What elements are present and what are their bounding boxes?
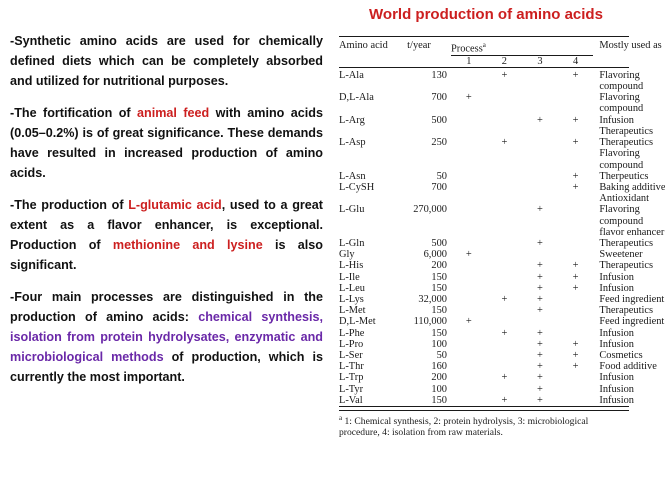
cell-process-2 — [487, 148, 523, 159]
cell-process-3: + — [537, 204, 543, 216]
table-row — [339, 272, 629, 283]
cell-process-4 — [558, 193, 594, 204]
cell-process-4: + — [572, 260, 579, 272]
cell-process-1 — [451, 361, 487, 372]
cell-process-1 — [451, 272, 487, 283]
table-row — [339, 328, 629, 339]
text-fragment: with amino acids (0.05–0.2%) is of great significance. These demands have resulted in increased production of amino acids. — [10, 106, 324, 180]
table-row — [339, 126, 629, 137]
cell-used-as: Baking additive — [599, 181, 665, 193]
cell-process-2 — [487, 216, 523, 227]
cell-process-2 — [487, 160, 523, 171]
paragraph-glutamic — [10, 195, 323, 275]
table-row — [339, 249, 629, 260]
table-row — [339, 204, 629, 215]
cell-process-3: + — [537, 271, 543, 283]
cell-used-as: Therapeutics — [599, 260, 654, 272]
cell-process-3: + — [537, 293, 543, 305]
cell-amino-acid: L-Thr — [339, 361, 364, 373]
cell-process-4 — [558, 395, 594, 407]
cell-process-2 — [487, 182, 523, 193]
cell-process-4 — [558, 216, 594, 227]
table-row — [339, 148, 629, 159]
cell-process-2 — [487, 193, 523, 204]
cell-process-2 — [487, 350, 523, 361]
cell-amino-acid: L-His — [339, 260, 364, 272]
cell-process-2 — [487, 361, 523, 372]
header-t-year: t/year — [407, 40, 431, 51]
cell-process-1 — [451, 67, 487, 81]
cell-process-4 — [558, 227, 594, 238]
table-row — [339, 372, 629, 383]
cell-process-1 — [451, 171, 487, 182]
cell-process-3 — [522, 316, 558, 327]
cell-t-year: 100 — [431, 338, 447, 350]
cell-used-as: Flavoring — [599, 69, 640, 81]
cell-process-4 — [558, 316, 594, 327]
cell-process-4 — [558, 328, 594, 339]
table-row — [339, 361, 629, 372]
cell-used-as: Infusion — [599, 383, 635, 395]
cell-used-as: Cosmetics — [599, 349, 643, 361]
cell-t-year: 6,000 — [423, 249, 447, 261]
cell-process-3: + — [537, 349, 543, 361]
cell-process-4 — [558, 81, 594, 92]
cell-t-year — [391, 160, 451, 171]
cell-process-3: + — [537, 327, 543, 339]
cell-process-3: + — [537, 338, 543, 350]
cell-amino-acid: L-Asp — [339, 137, 366, 149]
header-process-label: Process — [451, 43, 483, 55]
cell-process-2 — [487, 316, 523, 327]
cell-amino-acid — [339, 227, 391, 238]
table-row — [339, 395, 629, 407]
cell-process-3 — [522, 81, 558, 92]
paragraph-synthetic — [10, 31, 323, 91]
cell-t-year — [391, 227, 451, 238]
table-body — [339, 67, 665, 406]
cell-process-2 — [487, 171, 523, 182]
cell-process-4: + — [572, 271, 579, 283]
page-title: World production of amino acids — [369, 6, 603, 23]
cell-used-as: Feed ingredient — [599, 316, 665, 328]
cell-process-1 — [451, 81, 487, 92]
cell-amino-acid: L-Ser — [339, 349, 363, 361]
cell-t-year: 130 — [431, 69, 447, 81]
cell-amino-acid: L-Gln — [339, 237, 365, 249]
cell-process-3 — [522, 182, 558, 193]
cell-t-year: 150 — [431, 394, 447, 406]
table-row — [339, 216, 629, 227]
highlight-methionine-lysine: methionine and lysine — [112, 238, 263, 252]
cell-process-1 — [451, 294, 487, 305]
highlight-processes: chemical synthesis, isolation from protein hydrolysates, enzymatic and microbiological methods — [10, 310, 323, 364]
table-row — [339, 115, 629, 126]
table-row — [339, 92, 629, 103]
cell-used-as: Infusion — [599, 282, 635, 294]
cell-process-1 — [451, 372, 487, 383]
cell-process-1 — [451, 126, 487, 137]
cell-process-1 — [451, 328, 487, 339]
cell-process-2 — [487, 227, 523, 238]
cell-t-year: 500 — [431, 114, 447, 126]
cell-amino-acid: D,L-Met — [339, 316, 376, 328]
cell-process-4 — [558, 103, 594, 114]
cell-process-3: + — [537, 394, 543, 406]
cell-used-as: Flavoring — [599, 148, 640, 160]
text-fragment: -The production of — [10, 198, 129, 212]
cell-process-2 — [487, 103, 523, 114]
cell-t-year: 250 — [431, 137, 447, 149]
cell-process-1 — [451, 160, 487, 171]
cell-process-1: + — [465, 249, 472, 261]
footnote-text: 1: Chemical synthesis, 2: protein hydrolysis, 3: microbiological procedure, 4: isolation from raw materials. — [339, 416, 589, 439]
cell-t-year: 50 — [436, 349, 447, 361]
cell-amino-acid: L-Phe — [339, 327, 365, 339]
cell-process-3: + — [537, 282, 543, 294]
cell-t-year: 200 — [431, 260, 447, 272]
cell-amino-acid: L-Glu — [339, 204, 365, 216]
cell-amino-acid — [339, 160, 391, 171]
cell-amino-acid: L-CySH — [339, 181, 375, 193]
cell-process-1 — [451, 216, 487, 227]
cell-t-year — [391, 103, 451, 114]
cell-used-as: Feed ingredient — [599, 293, 665, 305]
cell-t-year — [391, 193, 451, 204]
cell-process-2: + — [501, 293, 508, 305]
cell-process-2 — [487, 204, 523, 215]
table-row — [339, 137, 629, 148]
cell-process-4: + — [572, 69, 579, 81]
header-process-2: 2 — [501, 55, 507, 67]
cell-used-as: Flavoring — [599, 204, 640, 216]
cell-process-1: + — [465, 316, 472, 328]
cell-used-as: Therapeutics — [599, 237, 654, 249]
cell-t-year: 700 — [431, 92, 447, 104]
cell-process-2: + — [501, 69, 508, 81]
cell-amino-acid: L-Val — [339, 394, 363, 406]
cell-process-1 — [451, 115, 487, 126]
cell-process-2: + — [501, 394, 508, 406]
cell-process-1 — [451, 227, 487, 238]
cell-t-year: 150 — [431, 327, 447, 339]
cell-process-3 — [522, 137, 558, 148]
cell-process-3: + — [537, 260, 543, 272]
header-process-4: 4 — [572, 55, 579, 67]
cell-used-as: Infusion — [599, 271, 635, 283]
cell-t-year — [391, 126, 451, 137]
cell-process-1 — [451, 350, 487, 361]
cell-process-1: + — [465, 92, 472, 104]
footnote-sup: a — [339, 413, 343, 422]
cell-used-as: compound — [599, 215, 644, 227]
cell-used-as: Infusion — [599, 327, 635, 339]
cell-process-2 — [487, 384, 523, 395]
text-fragment: , used to a great extent as a flavor enhancer, is exceptional. Production of — [10, 198, 323, 252]
cell-t-year: 700 — [431, 181, 447, 193]
cell-process-3: + — [537, 237, 543, 249]
paragraph-fortification — [10, 103, 323, 183]
cell-amino-acid: L-Ala — [339, 69, 364, 81]
cell-used-as: compound — [599, 81, 644, 93]
table-row — [339, 305, 629, 316]
cell-used-as: Therapeutics — [599, 125, 654, 137]
cell-process-4: + — [572, 338, 579, 350]
cell-process-4 — [558, 372, 594, 383]
cell-process-2 — [487, 126, 523, 137]
table-row — [339, 339, 629, 350]
cell-process-3 — [522, 148, 558, 159]
header-amino-acid: Amino acid — [339, 40, 388, 51]
cell-process-4 — [558, 238, 594, 249]
cell-process-3: + — [537, 305, 543, 317]
cell-process-2 — [487, 92, 523, 103]
left-text-panel — [10, 31, 323, 399]
cell-used-as: Infusion — [599, 372, 635, 384]
cell-amino-acid — [339, 126, 391, 137]
table-row — [339, 283, 629, 294]
cell-process-4: + — [572, 114, 579, 126]
cell-process-1 — [451, 137, 487, 148]
paragraph-processes — [10, 287, 323, 387]
cell-t-year — [391, 216, 451, 227]
header-process-sup: a — [482, 41, 486, 49]
header-blank — [339, 55, 391, 67]
cell-process-3 — [522, 67, 558, 81]
cell-process-1 — [451, 339, 487, 350]
table-row — [339, 67, 629, 81]
cell-used-as: Infusion — [599, 114, 635, 126]
cell-process-1 — [451, 148, 487, 159]
cell-process-4 — [558, 249, 594, 260]
cell-process-4: + — [572, 361, 579, 373]
cell-t-year — [391, 81, 451, 92]
header-blank — [391, 55, 451, 67]
cell-process-2: + — [501, 372, 508, 384]
cell-t-year: 50 — [436, 170, 447, 182]
cell-t-year: 110,000 — [413, 316, 447, 328]
cell-amino-acid: L-Leu — [339, 282, 365, 294]
cell-amino-acid — [339, 103, 391, 114]
cell-process-3: + — [537, 114, 543, 126]
cell-used-as: Infusion — [599, 338, 635, 350]
cell-amino-acid: L-Met — [339, 305, 366, 317]
cell-process-3: + — [537, 361, 543, 373]
cell-process-2 — [487, 339, 523, 350]
text-fragment: of production, which is currently the most important. — [10, 350, 324, 384]
cell-process-2: + — [501, 327, 508, 339]
cell-amino-acid — [339, 216, 391, 227]
cell-process-1 — [451, 395, 487, 407]
cell-process-4 — [558, 294, 594, 305]
cell-used-as: compound — [599, 103, 644, 115]
cell-process-3 — [522, 103, 558, 114]
table-row — [339, 171, 629, 182]
cell-used-as: Therapeutics — [599, 137, 654, 149]
cell-process-3: + — [537, 383, 543, 395]
cell-used-as: Therapeutics — [599, 305, 654, 317]
table-row — [339, 316, 629, 327]
cell-used-as: compound — [599, 159, 644, 171]
table-row — [339, 193, 629, 204]
cell-t-year: 150 — [431, 282, 447, 294]
cell-t-year — [391, 148, 451, 159]
cell-process-4 — [558, 305, 594, 316]
cell-process-4 — [558, 126, 594, 137]
highlight-animal-feed: animal feed — [137, 106, 210, 120]
table-row — [339, 350, 629, 361]
header-process-3: 3 — [537, 55, 543, 67]
cell-t-year: 200 — [431, 372, 447, 384]
cell-t-year: 32,000 — [418, 293, 447, 305]
text-fragment: is also significant. — [10, 238, 323, 272]
cell-t-year: 270,000 — [413, 204, 447, 216]
cell-process-4 — [558, 148, 594, 159]
cell-amino-acid — [339, 81, 391, 92]
cell-amino-acid: Gly — [339, 249, 355, 261]
cell-amino-acid — [339, 193, 391, 204]
cell-used-as: Antioxidant — [599, 193, 650, 205]
cell-process-1 — [451, 193, 487, 204]
amino-acid-table-panel — [339, 36, 665, 439]
cell-process-4 — [558, 204, 594, 215]
cell-amino-acid: L-Lys — [339, 293, 364, 305]
cell-t-year: 150 — [431, 305, 447, 317]
cell-process-3 — [522, 227, 558, 238]
table-row — [339, 227, 629, 238]
text-fragment: -The fortification of — [10, 106, 138, 120]
amino-acid-table — [339, 36, 665, 407]
paragraph-synthetic-text: -Synthetic amino acids are used for chemically defined diets which can be completely absorbed and utilized for nutritional purposes. — [10, 34, 323, 88]
table-footnote — [339, 410, 629, 438]
cell-used-as: Sweetener — [599, 249, 643, 261]
table-row — [339, 182, 629, 193]
header-process — [451, 37, 593, 56]
cell-process-4 — [558, 92, 594, 103]
cell-process-3 — [522, 249, 558, 260]
cell-process-3 — [522, 160, 558, 171]
cell-process-1 — [451, 238, 487, 249]
cell-process-4 — [558, 160, 594, 171]
table-row — [339, 294, 629, 305]
cell-process-2 — [487, 305, 523, 316]
cell-amino-acid: L-Tyr — [339, 383, 364, 395]
cell-process-1 — [451, 260, 487, 271]
cell-process-4: + — [572, 170, 579, 182]
cell-process-1 — [451, 182, 487, 193]
cell-used-as: Infusion — [599, 394, 635, 406]
cell-process-1 — [451, 283, 487, 294]
cell-process-3 — [522, 126, 558, 137]
cell-t-year: 160 — [431, 361, 447, 373]
table-row — [339, 103, 629, 114]
cell-process-1 — [451, 305, 487, 316]
cell-amino-acid: L-Trp — [339, 372, 364, 384]
cell-process-2 — [487, 272, 523, 283]
cell-process-4: + — [572, 137, 579, 149]
cell-process-2 — [487, 81, 523, 92]
cell-amino-acid: L-Pro — [339, 338, 364, 350]
cell-process-2 — [487, 283, 523, 294]
header-used-as: Mostly used as — [599, 40, 662, 51]
table-row — [339, 160, 629, 171]
text-fragment: -Four main processes are distinguished in the production of amino acids: — [10, 290, 323, 324]
cell-process-2 — [487, 260, 523, 271]
header-process-1: 1 — [466, 55, 472, 67]
cell-process-2 — [487, 115, 523, 126]
highlight-glutamic-acid: L-glutamic acid — [128, 198, 222, 212]
cell-amino-acid — [339, 148, 391, 159]
cell-process-3 — [522, 171, 558, 182]
cell-process-1 — [451, 204, 487, 215]
cell-process-4: + — [572, 282, 579, 294]
cell-process-1 — [451, 384, 487, 395]
cell-amino-acid: L-Ile — [339, 271, 360, 283]
cell-t-year: 150 — [431, 271, 447, 283]
cell-process-3 — [522, 216, 558, 227]
table-row — [339, 81, 629, 92]
cell-process-1 — [451, 103, 487, 114]
header-blank — [593, 55, 629, 67]
cell-used-as: Therpeutics — [599, 170, 649, 182]
cell-used-as: Flavoring — [599, 92, 640, 104]
cell-process-2 — [487, 238, 523, 249]
table-row — [339, 384, 629, 395]
cell-process-3 — [522, 193, 558, 204]
cell-t-year: 100 — [431, 383, 447, 395]
cell-process-4: + — [572, 349, 579, 361]
cell-amino-acid: L-Asn — [339, 170, 366, 182]
table-row — [339, 238, 629, 249]
cell-t-year: 500 — [431, 237, 447, 249]
cell-process-2 — [487, 249, 523, 260]
table-row — [339, 260, 629, 271]
cell-used-as: flavor enhancer — [599, 226, 665, 238]
cell-process-3 — [522, 92, 558, 103]
cell-process-3: + — [537, 372, 543, 384]
cell-used-as: Food additive — [599, 361, 657, 373]
cell-amino-acid: L-Arg — [339, 114, 365, 126]
cell-process-2: + — [501, 137, 508, 149]
cell-process-4 — [558, 384, 594, 395]
cell-amino-acid: D,L-Ala — [339, 92, 374, 104]
cell-process-4: + — [572, 181, 579, 193]
